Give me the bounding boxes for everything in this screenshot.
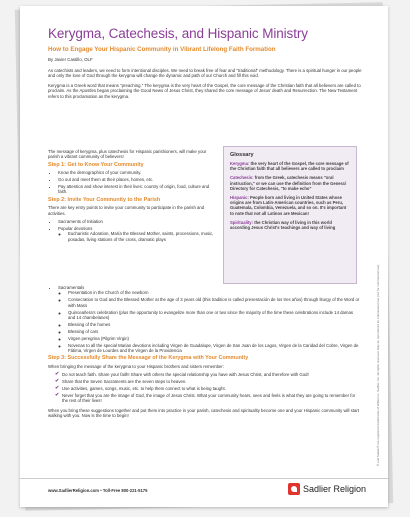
list-item [58,226,218,242]
step1-list [48,170,218,195]
glossary-term: Spirituality: [230,219,254,225]
checkmark-icon: ✔ [55,385,60,392]
list-item [58,285,360,353]
footer-contact: www.SadlierReligion.com • Toll-Free 800-221-5175 [48,488,148,493]
steps-column [48,149,218,244]
sub-list-item: ◦ Blessing of the homes [68,322,360,327]
glossary-definition: People born and living in United States whose origins are from Latin-American countries, such as Peru, Guatemala, Colombia, Venezuela, and so on. It's important to note that not all Latinos are Mexican! [230,195,347,216]
checklist-text: Share that the Seven Sacraments are the seven steps to heaven. [62,379,187,385]
sub-list [58,290,360,353]
list-item: • Go out and meet them at their places, homes, etc. [58,177,218,182]
list-item: • Know the demographics of your community. [58,170,218,175]
sub-list-item: ◦ Novenas to all the special Marian devotions including Virgen de Guadalupe, Virgen de San Juan de los Lagos, Virgen de la Caridad del Cobre, Virgen de Fátima, Virgen de Lourdes and the Virgen de la Providencia [68,343,360,354]
step2-intro: There are key entry points to invite your community to participate in the parish and activities. [48,205,205,216]
checkmark-icon: ✔ [55,392,60,398]
sub-list-item: ◦ Virgen peregrina (Pilgrim Virgin) [68,336,360,341]
checklist-item [56,379,360,384]
page-title: Kerygma, Catechesis, and Hispanic Ministry [48,26,308,41]
author-line: By Javier Castillo, OLF [48,57,93,62]
glossary-definition: from the Greek, catechesis means "oral instruction," or we can use the definition from the General Directory for Catechesis, "to make echo" [230,175,346,191]
intro-section [48,68,364,103]
glossary-definition: the Christian way of living in this world according Jesus Christ's teachings and way of living [230,219,336,231]
sadlier-logo-icon [288,483,300,495]
step3-intro: When bringing the message of the kerygma to your Hispanic brothers and sisters remember: [48,363,225,369]
checkmark-icon: ✔ [55,378,60,385]
closing-paragraph: When you bring these suggestions together and put them into practice in your parish, catechesis and spirituality become one and your Hispanic community will start walking with you. Now is the time to begin! [48,407,359,419]
page-subtitle: How to Engage Your Hispanic Community in Vibrant Lifelong Faith Formation [48,46,276,53]
vertical-copyright [376,166,382,466]
brand-name: Sadlier Religion [302,484,366,494]
lead-in: The message of kerygma, plus catechesis for Hispanic parishioners, will make your parish a vibrant community of believers! [48,149,207,160]
glossary-term: Catechesis: [230,175,254,181]
step2-list-continued [48,285,360,353]
sub-list-item: ◦ Consecration to God and the Blessed Mother at the age of 3 years old (this tradition is called presentación de los tres años) through liturgy of the Word or with Mass [68,297,360,308]
list-item-label: Sacraments of Initiation [58,219,103,225]
checklist-text: Do not teach faith. Share your faith! Share with others the special relationship you have with Jesus Christ, and therefore with God! [62,372,309,378]
page-footer [20,478,388,501]
brand-logo [288,483,366,495]
checkmark-icon: ✔ [55,371,60,378]
checklist-text: Use activities, games, songs, music, etc. to help them connect to what is being taught. [62,386,226,392]
checklist-item [56,372,360,377]
glossary-entry [230,220,350,230]
lower-section [48,285,360,422]
glossary-definition: the very heart of the Gospel, the core message of the Christian faith that all believers are called to proclaim [230,161,349,172]
glossary-entry [230,161,350,171]
step3-checklist [48,372,360,404]
list-item: • Pay attention and show interest in their lives: country of origin, food, culture and faith. [58,184,218,195]
glossary-entry [230,175,350,191]
checklist-text: Never forget that you are the image of God, the image of Jesus Christ. What your community hears, sees and feels is what they are going to remember for the rest of their lives! [62,393,356,404]
intro-paragraph: Kerygma is a Greek word that means "preaching." The kerygma is the very heart of the Gospel, the core message of the Christian faith that all believers are called to proclaim. As the Apostles began proclaiming the Good News of Jesus Christ, they shared the core message of Jesus' death and Resurrection. The New Testament refers to this proclamation as the kerygma. [48,82,361,99]
document-page [20,6,388,507]
glossary-heading: Glossary [230,152,254,158]
intro-paragraph: As catechists and leaders, we need to form intentional disciples. We need to break free of fear and "traditional" methodology. There is a spiritual hunger in our people and only the love of God through the kerygma will change the dynamic and path of our Church and fill this void. [48,68,362,79]
step3-heading: Step 3: Successfully Share the Message of the Kerygma with Your Community [48,355,249,362]
step1-heading: Step 1: Get to Know Your Community [48,161,144,168]
sub-list [58,231,218,242]
step2-list [48,219,218,242]
glossary-term: Hispanic: [230,195,249,201]
sub-list-item: ◦ Blessing of cars [68,329,360,334]
list-item-label: Sacramentals [58,285,85,290]
vertical-copyright-text: ® and Sadlier® are registered trademarks of William H. Sadlier, Inc. All rights reserved. May be reproduced for educational use (not for commercial use). [376,263,380,466]
list-item-label: Popular devotions [58,225,93,231]
sub-list-item: ◦ Eucharistic Adoration, María the Blessed Mother, saints, processions, music, posadas, living stations of the cross, dramatic plays [68,231,218,242]
sub-list-item: ◦ Presentation in the Church of the newborn [68,290,360,295]
list-item [58,219,218,224]
checklist-item [56,393,360,404]
step2-heading: Step 2: Invite Your Community to the Parish [48,196,161,203]
checklist-item [56,386,360,391]
glossary-term: Kerygma: [230,161,250,166]
glossary-box [223,146,357,284]
sub-list-item: ◦ Quinceañera's celebration (plus the opportunity to evangelize more than one or two since the majority of the time these celebrations include 14 damas and 14 chambelanes) [68,310,360,321]
glossary-entry [230,195,350,216]
